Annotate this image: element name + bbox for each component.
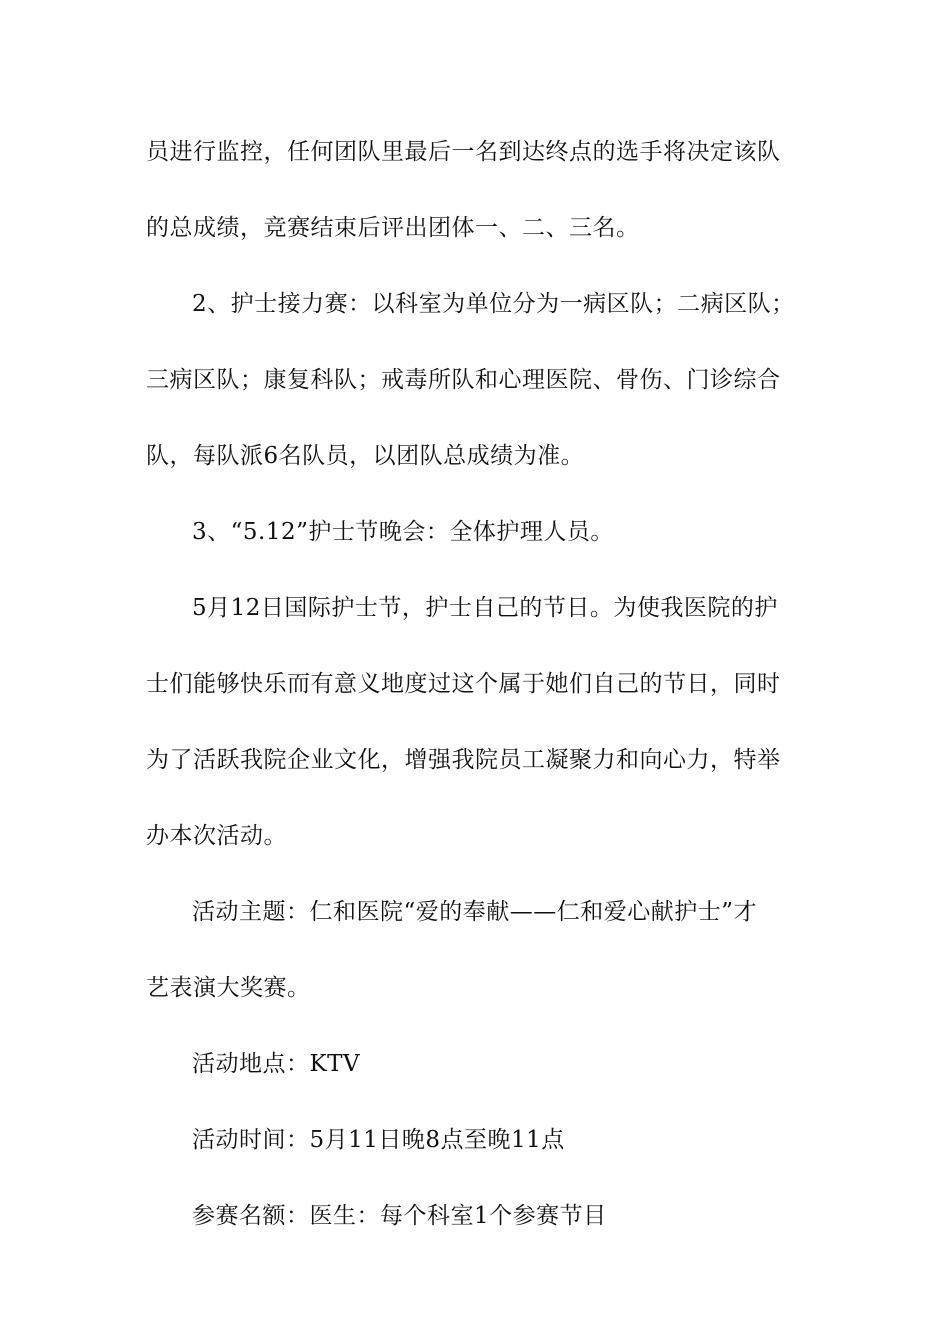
document-body (146, 128, 808, 1268)
text-line: 为了活跃我院企业文化，增强我院员工凝聚力和向心力，特举 (146, 747, 781, 773)
text-line: 员进行监控，任何团队里最后一名到达终点的选手将决定该队 (146, 139, 781, 165)
text-line: 艺表演大奖赛。 (146, 975, 311, 1001)
text-line: 2、护士接力赛：以科室为单位分为一病区队；二病区队； (192, 291, 795, 317)
text-line: 队，每队派6名队员，以团队总成绩为准。 (146, 443, 585, 469)
text-line: 5月12日国际护士节，护士自己的节日。为使我医院的护 (192, 595, 778, 621)
text-line: 3、“5.12”护士节晚会：全体护理人员。 (192, 519, 614, 545)
text-line: 办本次活动。 (146, 823, 287, 849)
text-line: 三病区队；康复科队；戒毒所队和心理医院、骨伤、门诊综合 (146, 367, 781, 393)
text-line: 士们能够快乐而有意义地度过这个属于她们自己的节日，同时 (146, 671, 781, 697)
text-line: 活动时间：5月11日晚8点至晚11点 (192, 1127, 565, 1153)
text-line: 参赛名额：医生：每个科室1个参赛节目 (192, 1203, 607, 1229)
text-line: 活动地点：KTV (192, 1051, 361, 1077)
text-line: 的总成绩，竞赛结束后评出团体一、二、三名。 (146, 215, 640, 241)
text-line: 活动主题：仁和医院“爱的奉献——仁和爱心献护士”才 (192, 899, 758, 925)
